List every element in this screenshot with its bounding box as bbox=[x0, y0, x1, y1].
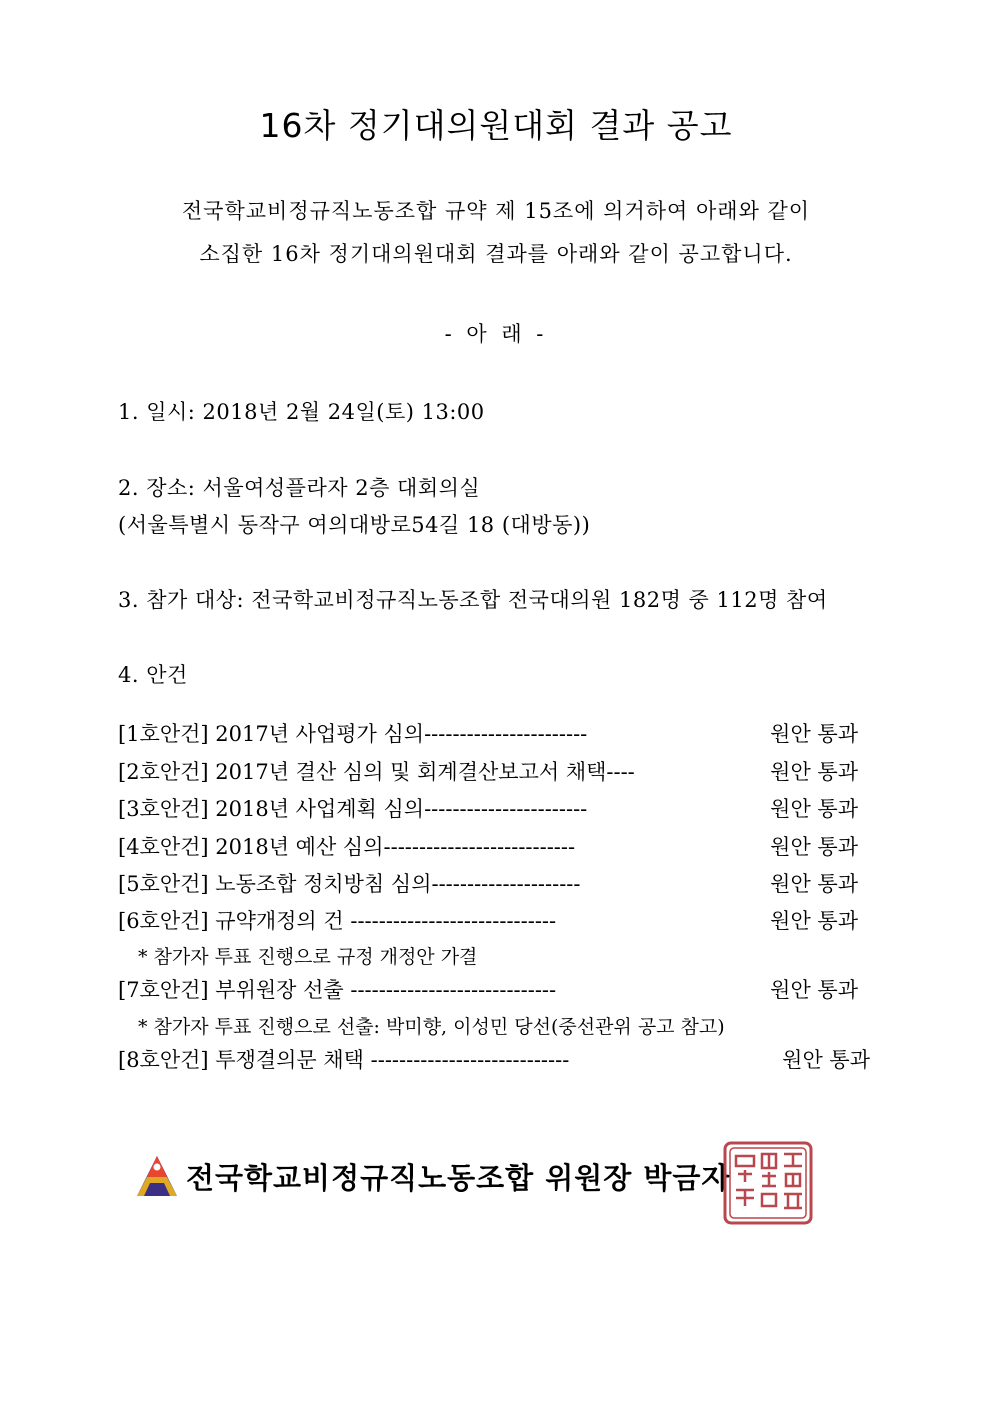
agenda-item-2 bbox=[118, 756, 858, 786]
agenda-label: [5호안건] 노동조합 정치방침 심의--------------------- bbox=[118, 872, 581, 896]
agenda-result: 원안 통과 bbox=[770, 872, 858, 896]
agenda-item-7 bbox=[118, 974, 858, 1004]
agenda-label: [4호안건] 2018년 예산 심의--------------------------- bbox=[118, 835, 576, 859]
agenda-heading: 4. 안건 bbox=[118, 663, 188, 687]
official-seal-icon bbox=[722, 1140, 814, 1226]
item-address: (서울특별시 동작구 여의대방로54길 18 (대방동)) bbox=[118, 513, 591, 537]
item-date: 1. 일시: 2018년 2월 24일(토) 13:00 bbox=[118, 400, 485, 424]
union-logo-icon bbox=[136, 1153, 178, 1199]
agenda-result: 원안 통과 bbox=[770, 835, 858, 859]
agenda-item-6 bbox=[118, 905, 858, 935]
signature-text: 전국학교비정규직노동조합 위원장 박금자 bbox=[186, 1160, 731, 1195]
agenda-item-3 bbox=[118, 793, 858, 823]
agenda-7-note: * 참가자 투표 진행으로 선출: 박미향, 이성민 당선(중선관위 공고 참고) bbox=[138, 1016, 725, 1038]
item-place: 2. 장소: 서울여성플라자 2층 대회의실 bbox=[118, 476, 481, 500]
agenda-result: 원안 통과 bbox=[770, 978, 858, 1002]
agenda-label: [1호안건] 2017년 사업평가 심의----------------------- bbox=[118, 722, 588, 746]
agenda-item-1 bbox=[118, 718, 858, 748]
intro-line-1: 전국학교비정규직노동조합 규약 제 15조에 의거하여 아래와 같이 bbox=[181, 199, 811, 223]
agenda-item-4 bbox=[118, 831, 858, 861]
agenda-result: 원안 통과 bbox=[770, 722, 858, 746]
agenda-result: 원안 통과 bbox=[770, 760, 858, 784]
item-participants: 3. 참가 대상: 전국학교비정규직노동조합 전국대의원 182명 중 112명 참여 bbox=[118, 588, 828, 612]
agenda-label: [3호안건] 2018년 사업계획 심의----------------------- bbox=[118, 797, 588, 821]
agenda-label: [6호안건] 규약개정의 건 ----------------------------- bbox=[118, 909, 557, 933]
agenda-label: [2호안건] 2017년 결산 심의 및 회계결산보고서 채택---- bbox=[118, 760, 635, 784]
agenda-result: 원안 통과 bbox=[770, 797, 858, 821]
agenda-result: 원안 통과 bbox=[770, 909, 858, 933]
agenda-item-5 bbox=[118, 868, 858, 898]
agenda-label: [7호안건] 부위원장 선출 ----------------------------- bbox=[118, 978, 557, 1002]
agenda-item-8 bbox=[118, 1044, 870, 1074]
section-marker: - 아 래 - bbox=[444, 322, 548, 346]
agenda-result: 원안 통과 bbox=[782, 1048, 870, 1072]
intro-line-2: 소집한 16차 정기대의원대회 결과를 아래와 같이 공고합니다. bbox=[199, 242, 793, 266]
signature-block bbox=[136, 1148, 730, 1204]
agenda-6-note: * 참가자 투표 진행으로 규정 개정안 가결 bbox=[138, 946, 478, 968]
agenda-label: [8호안건] 투쟁결의문 채택 ---------------------------- bbox=[118, 1048, 570, 1072]
page-title: 16차 정기대의원대회 결과 공고 bbox=[259, 106, 733, 145]
